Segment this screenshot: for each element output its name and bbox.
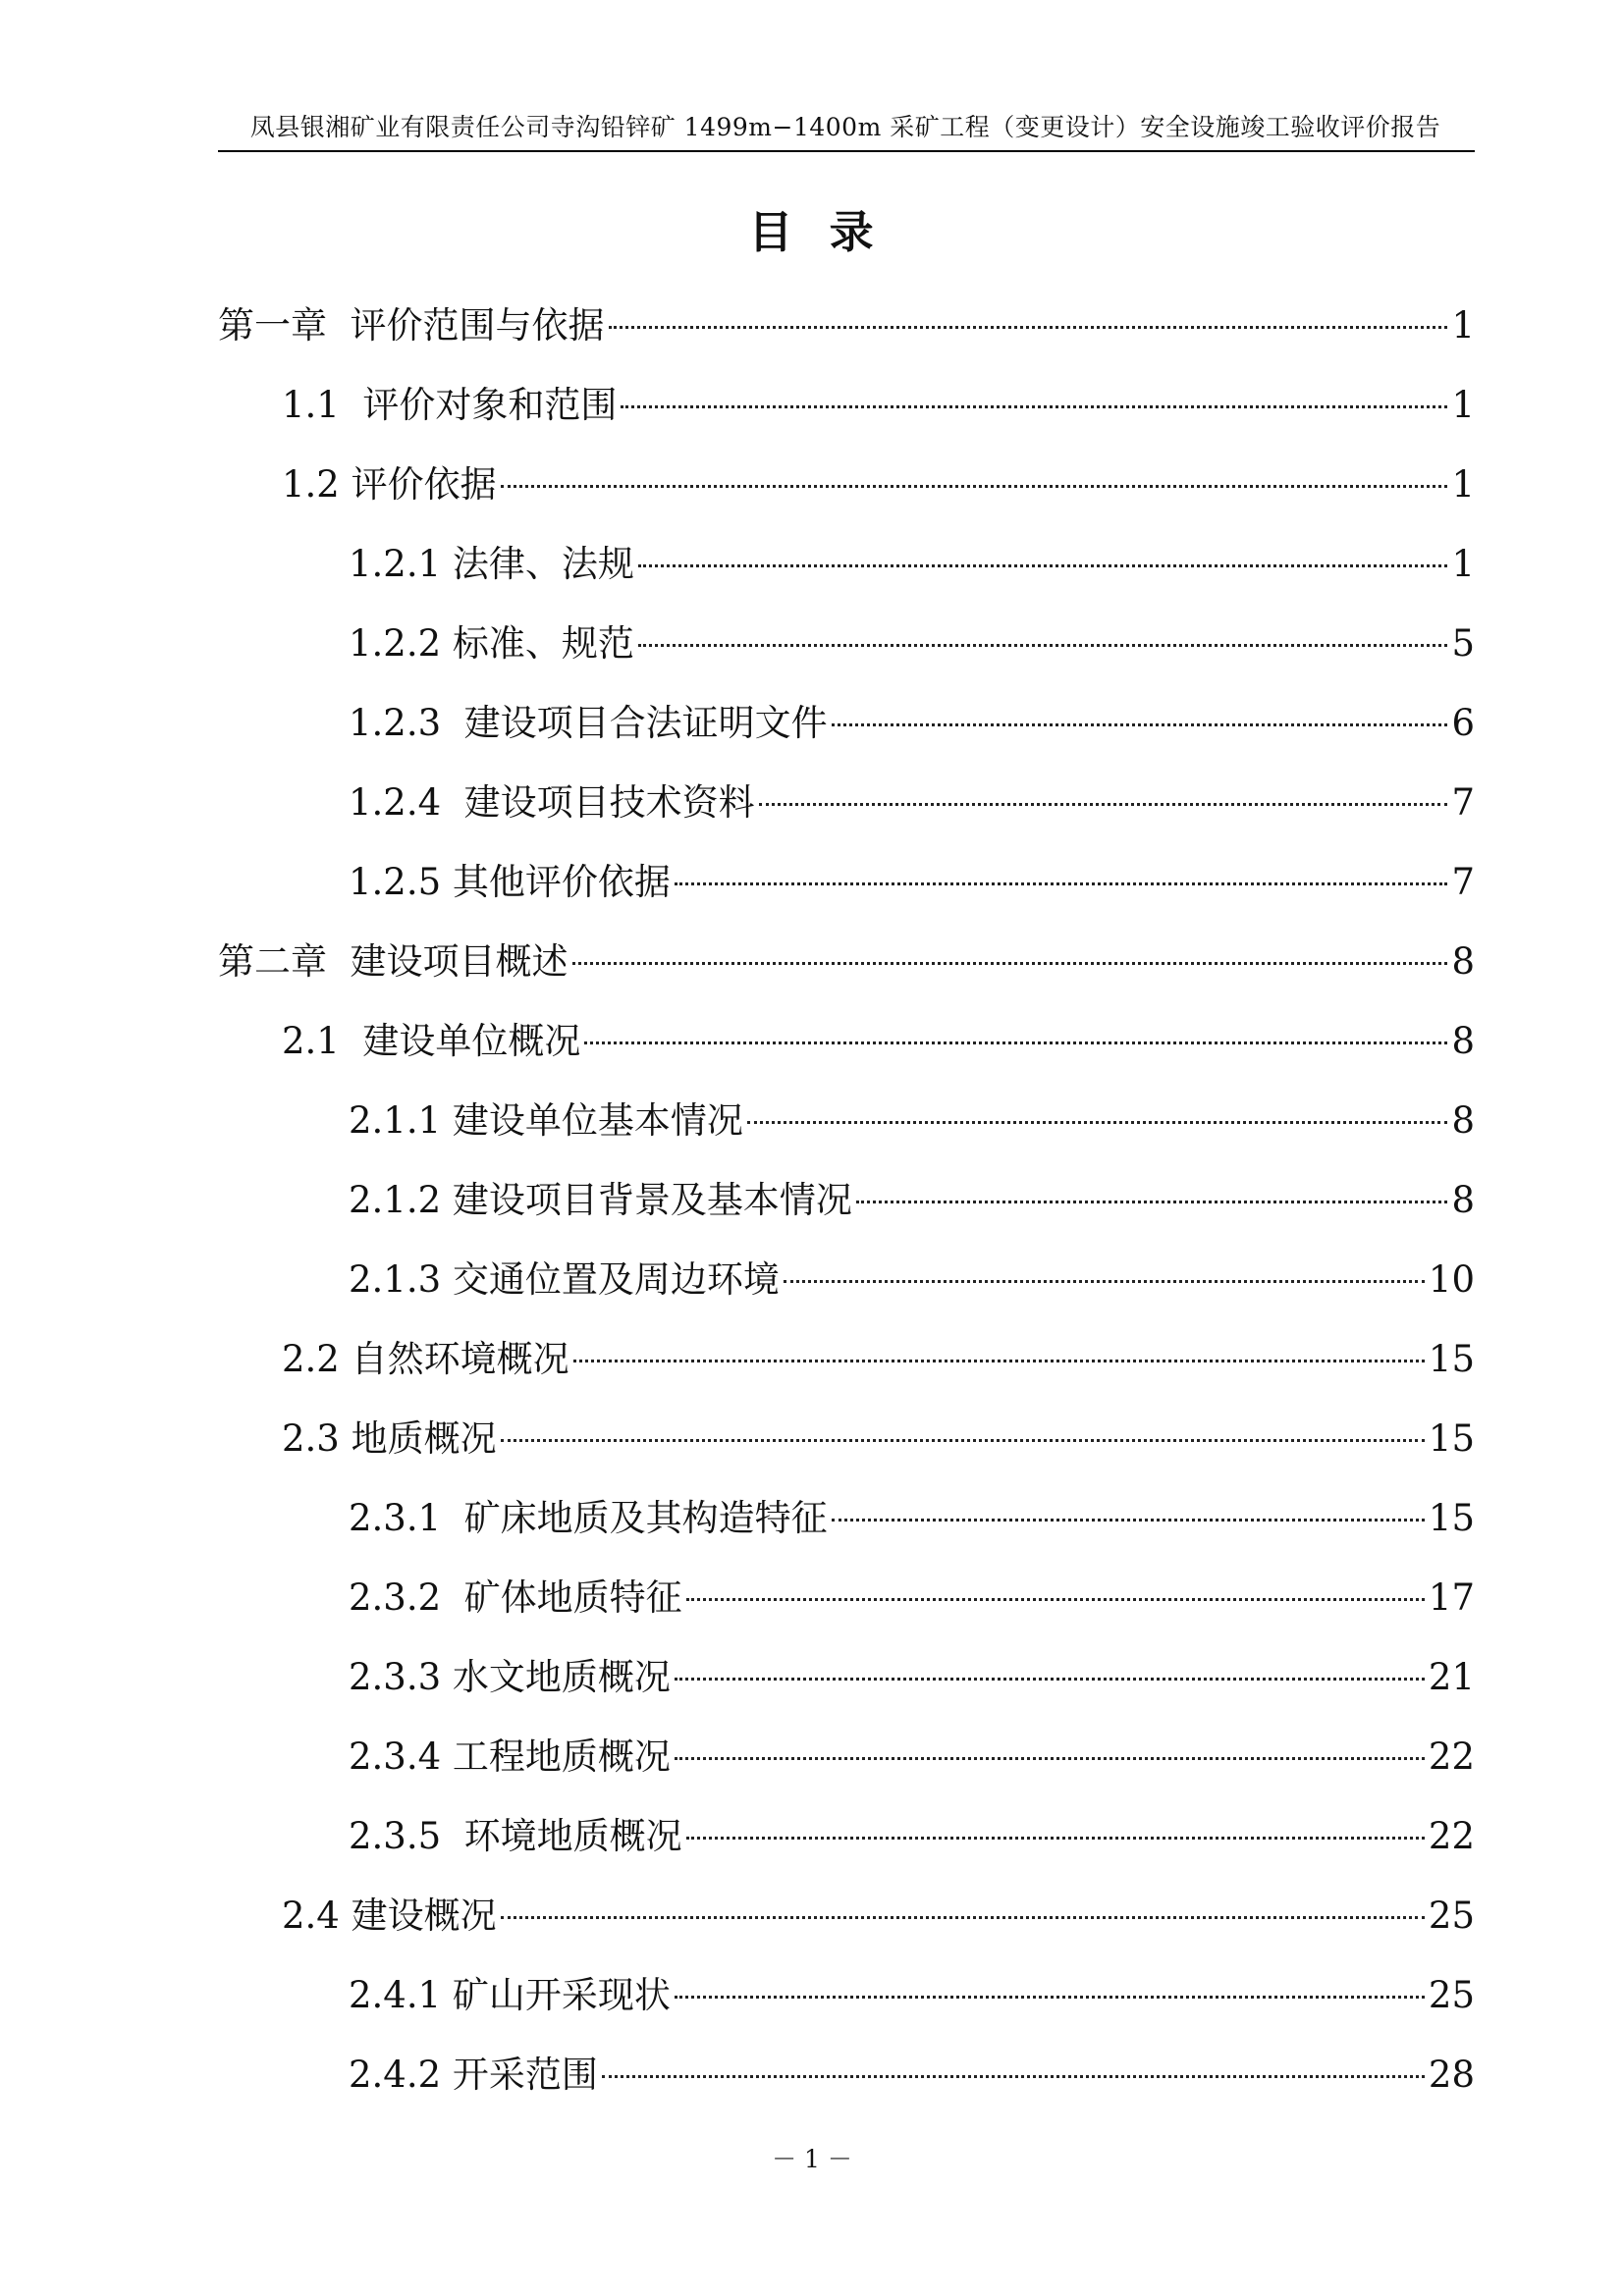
toc-entry-2-3-2[interactable]	[349, 1575, 1475, 1622]
toc-entry-label: 2.4.2 开采范围	[349, 2054, 598, 2096]
dot-leader	[573, 1360, 1425, 1362]
toc-entry-label: 1.2.1 法律、法规	[349, 543, 634, 585]
toc-entry-label: 2.4 建设概况	[282, 1895, 497, 1937]
dot-leader	[602, 2075, 1425, 2078]
toc-entry-label: 2.3.5 环境地质概况	[349, 1815, 682, 1857]
toc-entry-label: 2.2 自然环境概况	[282, 1338, 569, 1380]
toc-entry-1-2[interactable]	[282, 461, 1475, 508]
page-number: － 1 －	[772, 2145, 852, 2173]
toc-title: 目 录	[748, 206, 876, 258]
toc-entry-1-2-4[interactable]	[349, 779, 1475, 827]
toc-entry-page: 5	[1451, 622, 1475, 665]
toc-entry-label: 第二章 建设项目概述	[218, 940, 568, 983]
toc-entry-1-2-3[interactable]	[349, 700, 1475, 747]
toc-entry-page: 1	[1451, 463, 1475, 506]
toc-entry-label: 1.2.4 建设项目技术资料	[349, 781, 755, 824]
toc-entry-2-1-2[interactable]	[349, 1177, 1475, 1224]
toc-entry-label: 1.2 评价依据	[282, 463, 497, 506]
toc-entry-page: 8	[1451, 1020, 1475, 1062]
dot-leader	[747, 1121, 1448, 1124]
toc-entry-1-1[interactable]	[282, 382, 1475, 429]
dot-leader	[621, 405, 1447, 408]
toc-entry-2-3-1[interactable]	[349, 1495, 1475, 1542]
toc-entry-label: 2.3.3 水文地质概况	[349, 1656, 671, 1698]
running-header: 凤县银湘矿业有限责任公司寺沟铅锌矿 1499m−1400m 采矿工程（变更设计）安全设施竣工验收评价报告	[249, 113, 1441, 141]
dot-leader	[759, 803, 1448, 806]
dot-leader	[572, 962, 1448, 965]
toc-entry-label: 1.1 评价对象和范围	[282, 384, 618, 426]
toc-entry-page: 15	[1428, 1497, 1475, 1539]
toc-entry-1-2-2[interactable]	[349, 620, 1475, 667]
toc-entry-label: 2.4.1 矿山开采现状	[349, 1974, 671, 2016]
toc-entry-page: 1	[1451, 384, 1475, 426]
toc-entry-label: 2.3.1 矿床地质及其构造特征	[349, 1497, 828, 1539]
toc-entry-2-3[interactable]	[282, 1415, 1475, 1463]
dot-leader	[584, 1041, 1447, 1044]
dot-leader	[832, 1519, 1425, 1522]
toc-entry-2-3-3[interactable]	[349, 1654, 1475, 1701]
toc-entry-page: 1	[1451, 543, 1475, 585]
toc-entry-2-4-1[interactable]	[349, 1972, 1475, 2019]
toc-entry-2-2[interactable]	[282, 1336, 1475, 1383]
toc-entry-page: 22	[1428, 1815, 1475, 1857]
dot-leader	[501, 1439, 1425, 1442]
dot-leader	[675, 882, 1448, 885]
toc-entry-label: 2.1 建设单位概况	[282, 1020, 581, 1062]
toc-entry-label: 2.3 地质概况	[282, 1417, 497, 1460]
toc-entry-2-4-2[interactable]	[349, 2052, 1475, 2099]
dot-leader	[501, 1916, 1425, 1919]
toc-entry-page: 1	[1451, 304, 1475, 347]
dot-leader	[675, 1678, 1425, 1681]
toc-entry-page: 7	[1451, 861, 1475, 903]
toc-entry-2-3-5[interactable]	[349, 1813, 1475, 1860]
toc-entry-page: 17	[1428, 1576, 1475, 1619]
toc-entry-2-1-1[interactable]	[349, 1097, 1475, 1145]
dot-leader	[784, 1280, 1425, 1283]
dot-leader	[609, 326, 1448, 329]
toc-entry-1-2-1[interactable]	[349, 541, 1475, 588]
toc-entry-label: 2.1.1 建设单位基本情况	[349, 1099, 743, 1142]
toc-entry-label: 1.2.5 其他评价依据	[349, 861, 671, 903]
toc-entry-page: 6	[1451, 702, 1475, 744]
toc-entry-label: 2.1.3 交通位置及周边环境	[349, 1258, 780, 1301]
toc-entry-page: 8	[1451, 940, 1475, 983]
toc-entry-label: 1.2.3 建设项目合法证明文件	[349, 702, 828, 744]
toc-entry-page: 22	[1428, 1735, 1475, 1778]
toc-entry-page: 25	[1428, 1895, 1475, 1937]
dot-leader	[501, 485, 1448, 488]
toc-entry-page: 8	[1451, 1099, 1475, 1142]
toc-entry-chapter-2[interactable]	[218, 938, 1475, 986]
toc-entry-label: 2.3.2 矿体地质特征	[349, 1576, 682, 1619]
toc-entry-page: 15	[1428, 1338, 1475, 1380]
dot-leader	[856, 1201, 1448, 1203]
toc-entry-page: 25	[1428, 1974, 1475, 2016]
toc-entry-page: 15	[1428, 1417, 1475, 1460]
toc-entry-2-1-3[interactable]	[349, 1256, 1475, 1304]
dot-leader	[638, 564, 1448, 567]
toc-entry-page: 10	[1428, 1258, 1475, 1301]
dot-leader	[686, 1598, 1425, 1601]
toc-entry-label: 1.2.2 标准、规范	[349, 622, 634, 665]
toc-entry-label: 2.1.2 建设项目背景及基本情况	[349, 1179, 852, 1221]
toc-entry-1-2-5[interactable]	[349, 859, 1475, 906]
toc-entry-2-1[interactable]	[282, 1018, 1475, 1065]
dot-leader	[832, 723, 1448, 726]
toc-entry-page: 28	[1428, 2054, 1475, 2096]
toc-entry-label: 2.3.4 工程地质概况	[349, 1735, 671, 1778]
toc-entry-chapter-1[interactable]	[218, 302, 1475, 349]
toc-entry-page: 8	[1451, 1179, 1475, 1221]
toc-entry-2-4[interactable]	[282, 1893, 1475, 1940]
dot-leader	[675, 1996, 1425, 1999]
toc-entry-label: 第一章 评价范围与依据	[218, 304, 605, 347]
toc-entry-page: 21	[1428, 1656, 1475, 1698]
toc-entry-2-3-4[interactable]	[349, 1734, 1475, 1781]
toc-entry-page: 7	[1451, 781, 1475, 824]
dot-leader	[638, 644, 1448, 647]
dot-leader	[686, 1837, 1425, 1840]
dot-leader	[675, 1757, 1425, 1760]
